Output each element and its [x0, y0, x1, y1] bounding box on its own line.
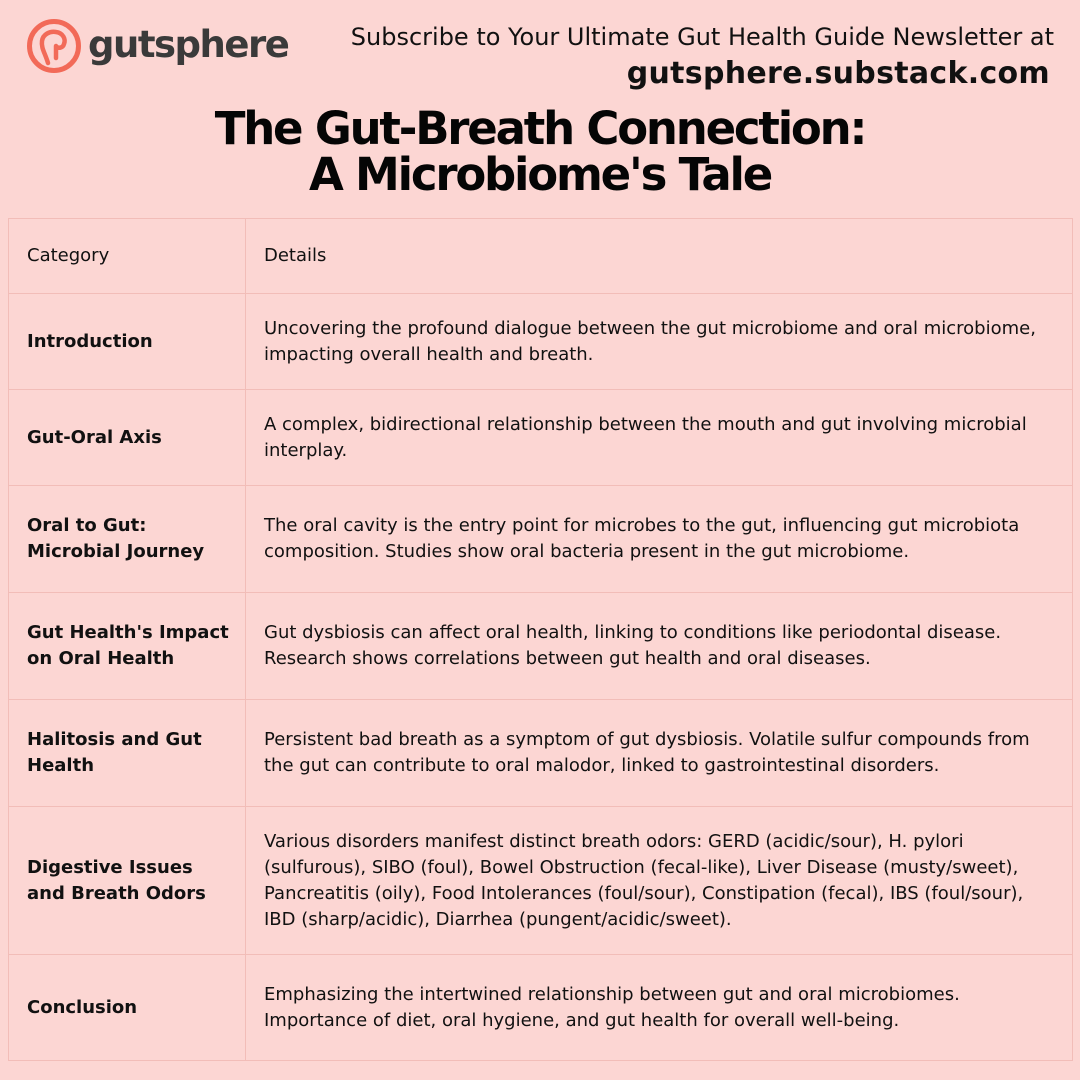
- row-category: Halitosis and Gut Health: [9, 700, 246, 807]
- title-line-1: The Gut-Breath Connection:: [214, 102, 866, 155]
- table-row: [9, 294, 1073, 390]
- table-header-row: [9, 219, 1073, 294]
- row-details: Persistent bad breath as a symptom of gut dysbiosis. Volatile sulfur compounds from the gut can contribute to oral malodor, linked to gastrointestinal disorders.: [246, 700, 1073, 807]
- row-category: Digestive Issues and Breath Odors: [9, 807, 246, 955]
- row-category: Conclusion: [9, 955, 246, 1061]
- subscribe-text: Subscribe to Your Ultimate Gut Health Guide Newsletter at: [350, 23, 1054, 51]
- header-details: Details: [246, 219, 1073, 294]
- subscribe-banner: [314, 20, 1054, 94]
- row-category: Gut Health's Impact on Oral Health: [9, 593, 246, 700]
- table-row: [9, 955, 1073, 1061]
- row-details: Uncovering the profound dialogue between the gut microbiome and oral microbiome, impacting overall health and breath.: [246, 294, 1073, 390]
- row-category: Introduction: [9, 294, 246, 390]
- table-row: [9, 807, 1073, 955]
- row-details: The oral cavity is the entry point for microbes to the gut, influencing gut microbiota composition. Studies show oral bacteria present in the gut microbiome.: [246, 486, 1073, 593]
- page-title: [0, 102, 1080, 201]
- row-details: Gut dysbiosis can affect oral health, linking to conditions like periodontal disease. Research shows correlations between gut health and oral diseases.: [246, 593, 1073, 700]
- brand-name: gutsphere: [88, 22, 289, 66]
- row-category: Gut-Oral Axis: [9, 390, 246, 486]
- table-row: [9, 700, 1073, 807]
- gutsphere-logo-icon: [26, 18, 82, 74]
- info-table: [8, 218, 1073, 1061]
- table-row: [9, 390, 1073, 486]
- subscribe-url[interactable]: gutsphere.substack.com: [626, 56, 1050, 91]
- table-row: [9, 593, 1073, 700]
- row-category: Oral to Gut: Microbial Journey: [9, 486, 246, 593]
- header-category: Category: [9, 219, 246, 294]
- row-details: A complex, bidirectional relationship between the mouth and gut involving microbial interplay.: [246, 390, 1073, 486]
- row-details: Emphasizing the intertwined relationship between gut and oral microbiomes. Importance of diet, oral hygiene, and gut health for overall well-being.: [246, 955, 1073, 1061]
- row-details: Various disorders manifest distinct breath odors: GERD (acidic/sour), H. pylori (sulfurous), SIBO (foul), Bowel Obstruction (fecal-like), Liver Disease (musty/sweet), Pancreatitis (oily), Food Intolerances (foul/sour), Constipation (fecal), IBS (foul/sour), IBD (sharp/acidic), Diarrhea (pungent/acidic/sweet).: [246, 807, 1073, 955]
- title-line-2: A Microbiome's Tale: [308, 148, 772, 201]
- table-row: [9, 486, 1073, 593]
- brand-logo: [26, 17, 288, 75]
